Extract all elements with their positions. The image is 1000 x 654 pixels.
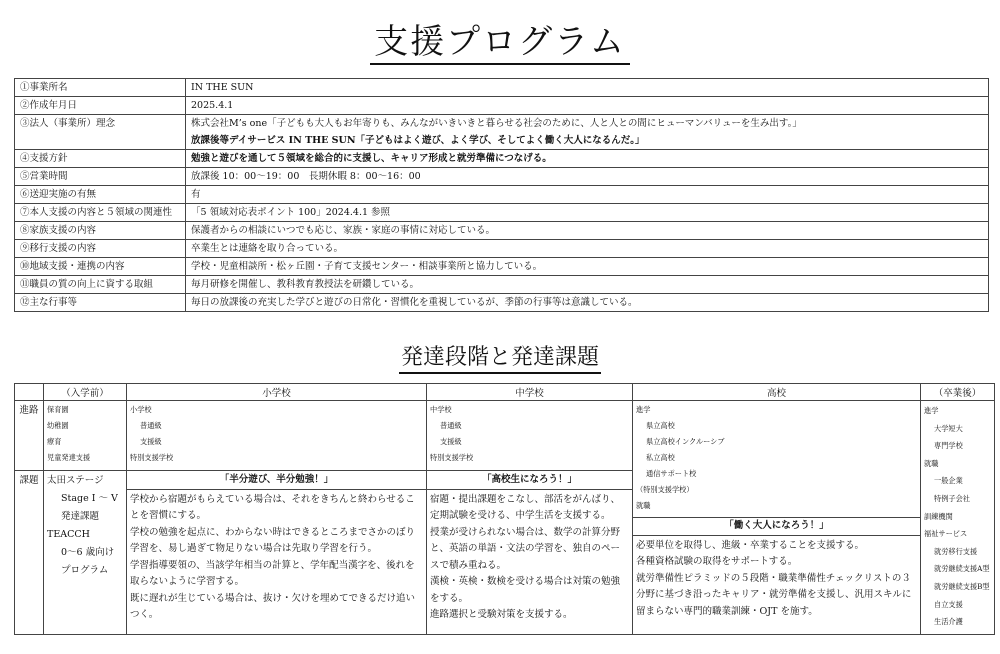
- high-cell: [633, 401, 921, 635]
- mid-path-item: 中学校: [430, 405, 452, 414]
- info-value-line: 毎日の放課後の充実した学びと遊びの日常化・習慣化を重視しているが、季節の行事等は意識している。: [191, 297, 638, 308]
- info-row: [15, 168, 989, 186]
- elem-task-cell: [127, 471, 427, 635]
- info-value-line: 保護者からの相談にいつでも応じ、家族・家庭の事情に対応している。: [191, 225, 496, 236]
- high-path-list: [633, 401, 920, 518]
- info-row: [15, 240, 989, 258]
- info-value-line: 株式会社M’s one「子どもも大人もお年寄りも、みんながいきいきと暮らせる社会のために、人と人との間にヒューマンバリューを生み出す。」: [191, 118, 802, 129]
- mid-task-line: 漢検・英検・数検を受ける場合は対策の勉強をする。: [430, 576, 621, 604]
- high-path-item: 私立高校: [646, 453, 675, 462]
- section-title: 発達段階と発達課題: [0, 340, 1000, 371]
- high-task-line: 就労準備性ピラミッドの５段階・職業準備性チェックリストの３分野に基づき沿ったキャリア・就労準備を支援し、汎用スキルに留まらない専門的職業訓練・OJT を施す。: [636, 572, 912, 617]
- dev-header-after: （卒業後）: [921, 384, 995, 401]
- info-value: [186, 258, 989, 276]
- elem-task-line: 学校から宿題がもらえている場合は、それをきちんと終わらせることを習慣にする。: [130, 493, 415, 521]
- high-path-item: 通信サポート校: [646, 469, 697, 478]
- mid-task-line: 宿題・提出課題をこなし、部活をがんばり、定期試験を受ける、中学生活を支援する。: [430, 493, 621, 521]
- info-value: [186, 186, 989, 204]
- info-value: [186, 222, 989, 240]
- info-row: [15, 204, 989, 222]
- dev-header-elem: 小学校: [127, 384, 427, 401]
- pre-path-item: 療育: [47, 437, 62, 446]
- pre-path-item: 保育園: [47, 405, 69, 414]
- info-row: [15, 186, 989, 204]
- dev-path-row: [15, 401, 995, 471]
- high-path-item: 進学: [636, 405, 651, 414]
- info-value: [186, 79, 989, 97]
- elem-path-cell: [127, 401, 427, 471]
- after-path-item: 就労移行支援: [934, 546, 978, 556]
- info-label: ⑨移行支援の内容: [15, 240, 186, 258]
- elem-task-line: 既に遅れが生じている場合は、抜け・欠けを埋めてできるだけ追いつく。: [130, 592, 416, 620]
- info-label: ⑥送迎実施の有無: [15, 186, 186, 204]
- info-value: [186, 168, 989, 186]
- program-info-table: [14, 78, 989, 312]
- high-path-item: （特別支援学校）: [636, 485, 694, 494]
- info-label: ②作成年月日: [15, 97, 186, 115]
- elem-path-item: 普通級: [140, 421, 162, 430]
- high-task-heading: 「働く大人になろう！」: [633, 518, 920, 536]
- after-path-item: 特例子会社: [934, 493, 970, 503]
- info-row: [15, 222, 989, 240]
- dev-header-high: 高校: [633, 384, 921, 401]
- after-path-item: 自立支援: [934, 599, 963, 609]
- info-label: ⑪職員の質の向上に資する取組: [15, 276, 186, 294]
- elem-path-item: 支援級: [140, 437, 162, 446]
- info-value-line: 放課後等デイサービス IN THE SUN「子どもはよく遊び、よく学び、そしてよく働く大人になるんだ。」: [191, 135, 645, 146]
- after-path-item: 訓練機関: [924, 511, 953, 521]
- info-value: [186, 276, 989, 294]
- high-path-item: 県立高校: [646, 421, 675, 430]
- after-path-cell: [921, 401, 995, 635]
- high-task-line: 各種資格試験の取得をサポートする。: [636, 556, 798, 567]
- pre-task-line: プログラム: [61, 565, 109, 576]
- pre-path-item: 児童発達支援: [47, 453, 91, 462]
- pre-task-line: TEACCH: [47, 529, 90, 540]
- info-value: [186, 204, 989, 222]
- mid-task-line: 進路選択と受験対策を支援する。: [430, 609, 573, 620]
- mid-path-item: 支援級: [440, 437, 462, 446]
- development-table: [14, 383, 995, 635]
- after-path-item: 進学: [924, 406, 939, 415]
- info-value: [186, 115, 989, 150]
- info-value-line: 「5 領域対応表ポイント 100」2024.4.1 参照: [191, 207, 391, 218]
- info-row: [15, 294, 989, 312]
- info-value-line: 卒業生とは連絡を取り合っている。: [191, 243, 344, 254]
- mid-path-cell: [427, 401, 633, 471]
- info-row: [15, 276, 989, 294]
- info-value-line: 2025.4.1: [191, 100, 234, 111]
- info-row: [15, 79, 989, 97]
- info-value-line: 学校・児童相談所・松ヶ丘園・子育て支援センター・相談事業所と協力している。: [191, 261, 543, 272]
- after-path-item: 専門学校: [934, 441, 963, 451]
- high-task-line: 必要単位を取得し、進級・卒業することを支援する。: [636, 539, 865, 551]
- row-label-task: 課題: [15, 471, 44, 635]
- pre-path-cell: [44, 401, 127, 471]
- dev-header-corner: [15, 384, 44, 401]
- after-path-item: 大学短大: [934, 423, 963, 433]
- info-value: [186, 294, 989, 312]
- elem-task-line: 学校の勉強を起点に、わからない時はできるところまでさかのぼり学習を、易し過ぎて物足りない場合は先取り学習を行う。: [130, 526, 416, 554]
- pre-task-line: Stage I 〜 V: [61, 493, 118, 504]
- info-value-line: IN THE SUN: [191, 82, 254, 93]
- after-path-item: 一般企業: [934, 476, 963, 486]
- pre-task-line: 発達課題: [61, 511, 100, 522]
- high-task: [633, 518, 920, 620]
- after-path-item: 就労継続支援A型: [934, 564, 990, 574]
- info-value: [186, 97, 989, 115]
- info-value-line: 放課後 10：00〜19：00 長期休暇 8：00〜16：00: [191, 171, 421, 182]
- info-value: [186, 240, 989, 258]
- mid-path-item: 特別支援学校: [430, 453, 474, 462]
- mid-task-line: 授業が受けられない場合は、数学の計算分野と、英語の単語・文法の学習を、独自のペースで積み重ねる。: [430, 526, 621, 571]
- elem-path-item: 小学校: [130, 405, 152, 414]
- row-label-path: 進路: [15, 401, 44, 471]
- mid-path-item: 普通級: [440, 421, 462, 430]
- info-label: ④支援方針: [15, 150, 186, 168]
- info-label: ⑦本人支援の内容と５領域の関連性: [15, 204, 186, 222]
- after-path-item: 就労継続支援B型: [934, 581, 990, 591]
- info-row: [15, 97, 989, 115]
- info-row: [15, 258, 989, 276]
- info-label: ⑩地域支援・連携の内容: [15, 258, 186, 276]
- after-path-item: 就職: [924, 458, 939, 468]
- info-label: ①事業所名: [15, 79, 186, 97]
- pre-path-item: 幼稚園: [47, 421, 69, 430]
- elem-path-item: 特別支援学校: [130, 453, 174, 462]
- info-row: [15, 115, 989, 150]
- info-row: [15, 150, 989, 168]
- info-value-line: 勉強と遊びを通して５領域を総合的に支援し、キャリア形成と就労準備につなげる。: [191, 153, 552, 164]
- dev-header-row: [15, 384, 995, 401]
- info-value: [186, 150, 989, 168]
- dev-header-mid: 中学校: [427, 384, 633, 401]
- mid-task-heading: 「高校生になろう！」: [427, 472, 632, 490]
- info-label: ⑧家族支援の内容: [15, 222, 186, 240]
- elem-task-heading: 「半分遊び、半分勉強！」: [127, 472, 426, 490]
- high-path-item: 県立高校インクルーシブ: [646, 437, 725, 446]
- after-path-item: 生活介護: [934, 617, 963, 627]
- info-label: ⑫主な行事等: [15, 294, 186, 312]
- pre-task-line: 0〜6 歳向け: [61, 547, 115, 558]
- pre-task-line: 太田ステージ: [47, 475, 104, 486]
- info-value-line: 毎月研修を開催し、教科教育教授法を研鑽している。: [191, 279, 420, 290]
- pre-task-cell: [44, 471, 127, 635]
- elem-task-line: 学習指導要領の、当該学年相当の計算と、学年配当漢字を、後れを取らないように学習する。: [130, 559, 415, 587]
- mid-task-cell: [427, 471, 633, 635]
- info-label: ⑤営業時間: [15, 168, 186, 186]
- page-title: 支援プログラム: [0, 14, 1000, 63]
- dev-header-pre: （入学前）: [44, 384, 127, 401]
- info-value-line: 有: [191, 189, 201, 200]
- high-path-item: 就職: [636, 501, 651, 510]
- after-path-item: 福祉サービス: [924, 529, 968, 539]
- info-label: ③法人（事業所）理念: [15, 115, 186, 150]
